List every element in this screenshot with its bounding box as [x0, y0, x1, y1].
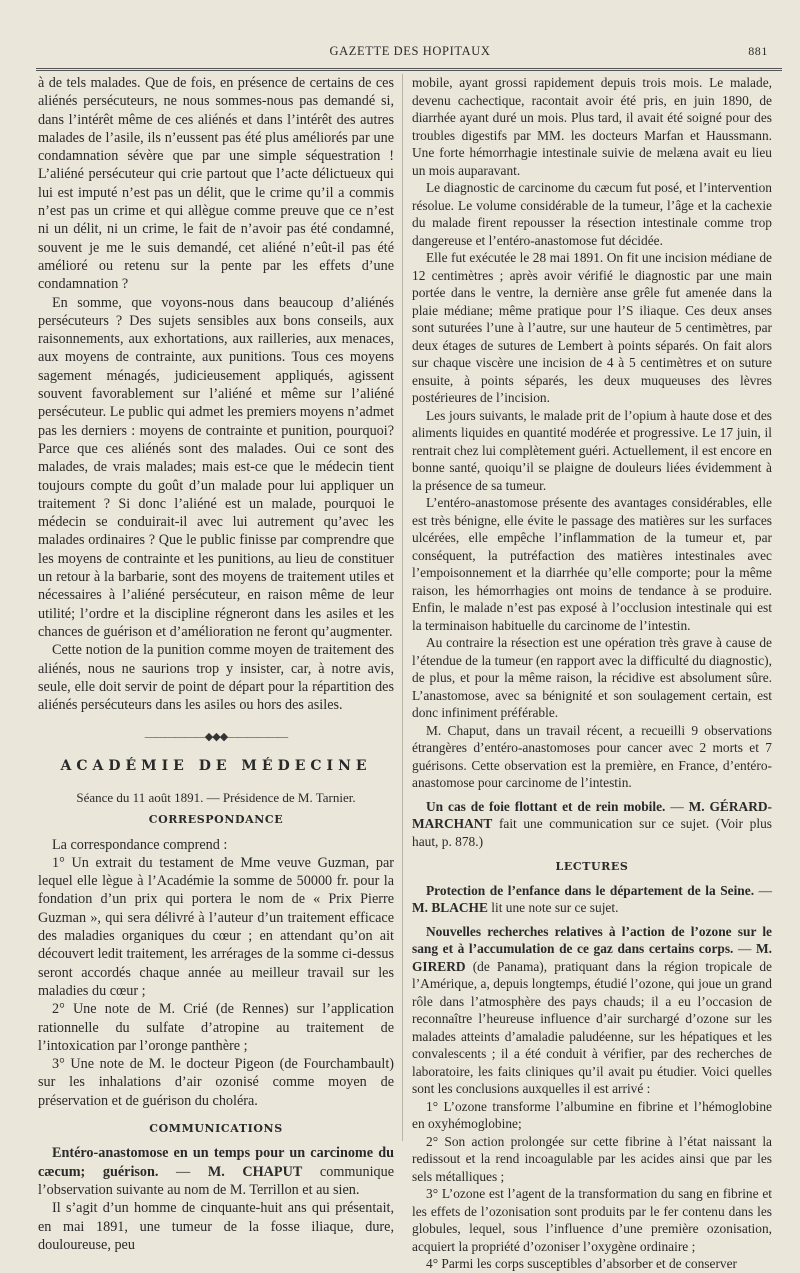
header-rule	[36, 68, 782, 71]
paragraph: Il s’agit d’un homme de cinquante-huit ans qui présentait, en mai 1891, une tumeur de la fosse iliaque, dure, douloureuse, peu	[38, 1200, 394, 1253]
paragraph: 2° Son action prolongée sur cette fibrine à l’état naissant la redissout et la rend incoagulable par les acides ainsi que par les sels métalliques ;	[412, 1133, 772, 1184]
paragraph: mobile, ayant grossi rapidement depuis trois mois. Le malade, devenu cachectique, racontait avoir été pris, en juin 1890, de diarrhée ayant duré un mois. Plus tard, il avait été soigné pour des troubles digestifs par MM. les docteurs Marfan et Haussmann. Une forte hémorrhagie intestinale suivie de melæna avait eu lieu un mois auparavant.	[412, 75, 772, 178]
paragraph: Au contraire la résection est une opération très grave à cause de l’étendue de la tumeur (en rapport avec la difficulté du diagnostic), de plus, et pour la même raison, la récidive est absolument sûre. L’anastomose, avec sa bénignité et son soulagement certain, est donc infiniment préférable.	[412, 635, 772, 720]
author-name: M. BLACHE	[412, 900, 488, 915]
page-number: 881	[748, 44, 768, 58]
paragraph: Elle fut exécutée le 28 mai 1891. On fit une incision médiane de 12 centimètres ; après avoir vérifié le diagnostic par une main portée dans le ventre, la dernière anse grêle fut amenée dans la plaie médiane; même pratique pour l’S iliaque. Ces deux anses sont suturées l’une à l’autre, sur une hauteur de 5 centimètres, par deux étages de sutures de Lembert à points séparés. On fait alors sur chaque viscère une incision de 4 à 5 centimètres et on suture ensuite, à points séparés, les deux muqueuses des lèvres postérieures de l’incision.	[412, 250, 772, 405]
paragraph: L’entéro-anastomose présente des avantages considérables, elle est très bénigne, elle évite le passage des matières sur les surfaces ulcérées, elle empêche l’inflammation de la tumeur et, par conséquent, la putréfaction des matières intestinales avec l’empoisonnement et la diarrhée qu’elle comporte; pour la même raison, les hémorrhagies ont moins de tendance à se produire. Enfin, le malade n’est pas exposé à l’occlusion intestinale qui est la terminaison habituelle du carcinome de l’intestin.	[412, 495, 772, 633]
subheading-communications: COMMUNICATIONS	[149, 1122, 283, 1136]
communication-text: communique l’observation suivante au nom de M. Terrillon et au sien.	[38, 1163, 394, 1198]
paragraph: 1° L’ozone transforme l’albumine en fibrine et l’hémoglobine en oxyhémoglobine;	[412, 1098, 772, 1131]
paragraph: Cette notion de la punition comme moyen de traitement des aliénés, nous ne saurions trop y insister, car, à notre avis, seule, elle doit servir de point de départ pour la répartition des aliénés persécuteurs dans les asiles ou hors des asiles.	[38, 642, 394, 714]
right-column	[412, 74, 772, 1273]
subheading-correspondance: CORRESPONDANCE	[148, 813, 284, 827]
paragraph: 2° Une note de M. Crié (de Rennes) sur l’application rationnelle du sulfate d’atropine au traitement de l’intoxication par l’oronge panthère ;	[38, 1001, 394, 1054]
communication-text: fait une communication sur ce sujet. (Voir plus haut, p. 878.)	[412, 816, 772, 849]
author-name: M. CHAPUT	[207, 1163, 303, 1180]
paragraph: M. Chaput, dans un travail récent, a recueilli 9 observations étrangères d’entéro-anastomoses pour cancer avec 2 morts et 7 guérisons. Cette observation est la première, en France, d’entéro-anastomose pour carcinome de l’intestin.	[412, 722, 772, 790]
lecture-text: lit une note sur ce sujet.	[491, 900, 619, 915]
section-divider: ――――――◆◆◆――――――	[144, 731, 288, 744]
lecture-entry: Protection de l’enfance dans le département de la Seine. — M. BLACHE lit une note sur ce sujet.	[412, 882, 772, 915]
author-name: M. GIRERD	[412, 941, 772, 974]
communication-entry: Entéro-anastomose en un temps pour un carcinome du cæcum; guérison. — M. CHAPUT communique l’observation suivante au nom de M. Terrillon et au sien.	[38, 1145, 394, 1198]
lecture-title: Nouvelles recherches relatives à l’action de l’ozone sur le sang et à l’accumulation de ce gaz dans certains corps.	[412, 923, 772, 956]
column-separator	[402, 74, 403, 1141]
page-header	[40, 40, 780, 62]
paragraph: La correspondance comprend :	[52, 836, 228, 853]
paragraph: Le diagnostic de carcinome du cæcum fut posé, et l’intervention résolue. Le volume considérable de la tumeur, l’âge et la cachexie du malade firent repousser la résection intestinale comme trop dangereuse et l’entéro-anastomose fut décidée.	[412, 180, 772, 248]
communication-title: Entéro-anastomose en un temps pour un carcinome du cæcum; guérison.	[38, 1145, 394, 1180]
paragraph: à de tels malades. Que de fois, en présence de certains de ces aliénés persécuteurs, ne nous sommes-nous pas demandé si, dans l’intérêt même de ces aliénés et dans l’intérêt des autres malades de l’asile, ils n’eussent pas été plus améliorés par une condamnation sévère que par une simple séquestration ! L’aliéné persécuteur qui crie partout que l’acte délictueux qui lui est imputé n’est pas un délit, que le crime qu’il a commis n’est pas un crime et qui allègue comme preuve que ce n’est ni un délit, ni un crime, le fait de n’avoir pas été condamné, souvent je me le suis demandé, cet aliéné n’eût-il pas été amélioré ou retenu sur la pente par les effets d’une condamnation ?	[38, 75, 394, 293]
paragraph: Les jours suivants, le malade prit de l’opium à haute dose et des aliments liquides en quantité modérée et progressive. Le 17 juin, il rentrait chez lui complètement guéri. Actuellement, il est encore en bonne santé, quoiqu’il se plaigne de douleurs liées évidemment à la présence de sa tumeur.	[412, 407, 772, 493]
paragraph: 4° Parmi les corps susceptibles d’absorber et de conserver	[426, 1256, 738, 1271]
session-line: Séance du 11 août 1891. — Présidence de M. Tarnier.	[76, 789, 356, 805]
subheading-lectures: LECTURES	[555, 860, 629, 873]
lecture-title: Protection de l’enfance dans le département de la Seine.	[426, 882, 755, 898]
communication-title: Un cas de foie flottant et de rein mobile.	[426, 798, 666, 814]
paragraph: 3° Une note de M. le docteur Pigeon (de Fourchambault) sur les inhalations d’air ozonisé comme moyen de préservation et de guérison du choléra.	[38, 1056, 394, 1109]
lecture-text: (de Panama), pratiquant dans la région tropicale de l’Amérique, a, depuis longtemps, étudié l’ozone, qui joue un grand rôle dans l’atmosphère des pays chauds; il a eu l’occasion de reconnaître l’heureuse influence d’air surchargé d’ozone sur les malades atteints d’amaladie paludéenne, sur les hépatiques et les convalescents ; il a été conduit à vérifier, par des recherches de laboratoire, les faits cliniques qu’il avait pu étudier. Voici quelles sont les conclusions auxquelles il est arrivé :	[412, 958, 772, 1096]
paragraph: 1° Un extrait du testament de Mme veuve Guzman, par lequel elle lègue à l’Académie la somme de 50000 fr. pour la fondation d’un prix qui portera le nom de « Prix Pierre Guzman », qui sera délivré à l’auteur d’un traitement efficace des maladies organiques du cœur ; en attendant qu’on ait découvert ledit traitement, les arrérages de la somme ci-dessus seront accordés chaque année au meilleur travail sur les maladies du cœur ;	[38, 854, 394, 999]
lecture-entry: Nouvelles recherches relatives à l’action de l’ozone sur le sang et à l’accumulation de ce gaz dans certains corps. — M. GIRERD (de Panama), pratiquant dans la région tropicale de l’Amérique, a, depuis longtemps, étudié l’ozone, qui joue un grand rôle dans l’atmosphère des pays chauds; il a eu l’occasion de reconnaître l’heureuse influence d’air surchargé d’ozone sur les malades atteints d’amaladie paludéenne, sur les hépatiques et les convalescents ; il a été conduit à vérifier, par des recherches de laboratoire, les faits cliniques qu’il avait pu étudier. Voici quelles sont les conclusions auxquelles il est arrivé :	[412, 923, 772, 1096]
journal-title: GAZETTE DES HOPITAUX	[329, 44, 491, 58]
author-name: M. GÉRARD-MARCHANT	[412, 798, 772, 831]
section-title: ACADÉMIE DE MÉDECINE	[60, 757, 372, 774]
left-column	[38, 74, 394, 1254]
communication-entry: Un cas de foie flottant et de rein mobile. — M. GÉRARD-MARCHANT fait une communication sur ce sujet. (Voir plus haut, p. 878.)	[412, 798, 772, 849]
paragraph: En somme, que voyons-nous dans beaucoup d’aliénés persécuteurs ? Des sujets sensibles aux bons conseils, aux raisonnements, aux exhortations, aux railleries, aux menaces, aux moyens de contrainte, aux punitions. Tous ces moyens sagement ménagés, judicieusement appliqués, agissent souvent favorablement sur l’aliéné et même sur l’aliéné persécuteur. Le public qui admet les premiers moyens n’admet pas les derniers : moyens de contrainte et punition, pourquoi? Parce que ces aliénés sont des malades. Oui ce sont des malades, de vrais malades; mais est-ce que le médecin tient toujours compte du goût d’un malade pour lui appliquer un traitement ? Si donc l’aliéné est un malade, pourquoi le médecin se conduirait-il avec lui autrement qu’avec les malades ordinaires ? Que le public finisse par comprendre que les moyens de contrainte et les punitions, au lieu de constituer un retour à la barbarie, sont des moyens de traitement utiles et nécessaires à l’aliéné persécuteur, en raison même de leur utilité; l’ordre et la discipline régneront dans les asiles et les chances de guérison et d’amélioration ne feront qu’augmenter.	[38, 294, 394, 640]
paragraph: 3° L’ozone est l’agent de la transformation du sang en fibrine et les effets de l’ozonisation sont produits par le fer contenu dans les globules, lequel, sous l’influence d’une première ozonisation, acquiert la propriété d’ozoniser l’oxygène ordinaire ;	[412, 1186, 772, 1254]
